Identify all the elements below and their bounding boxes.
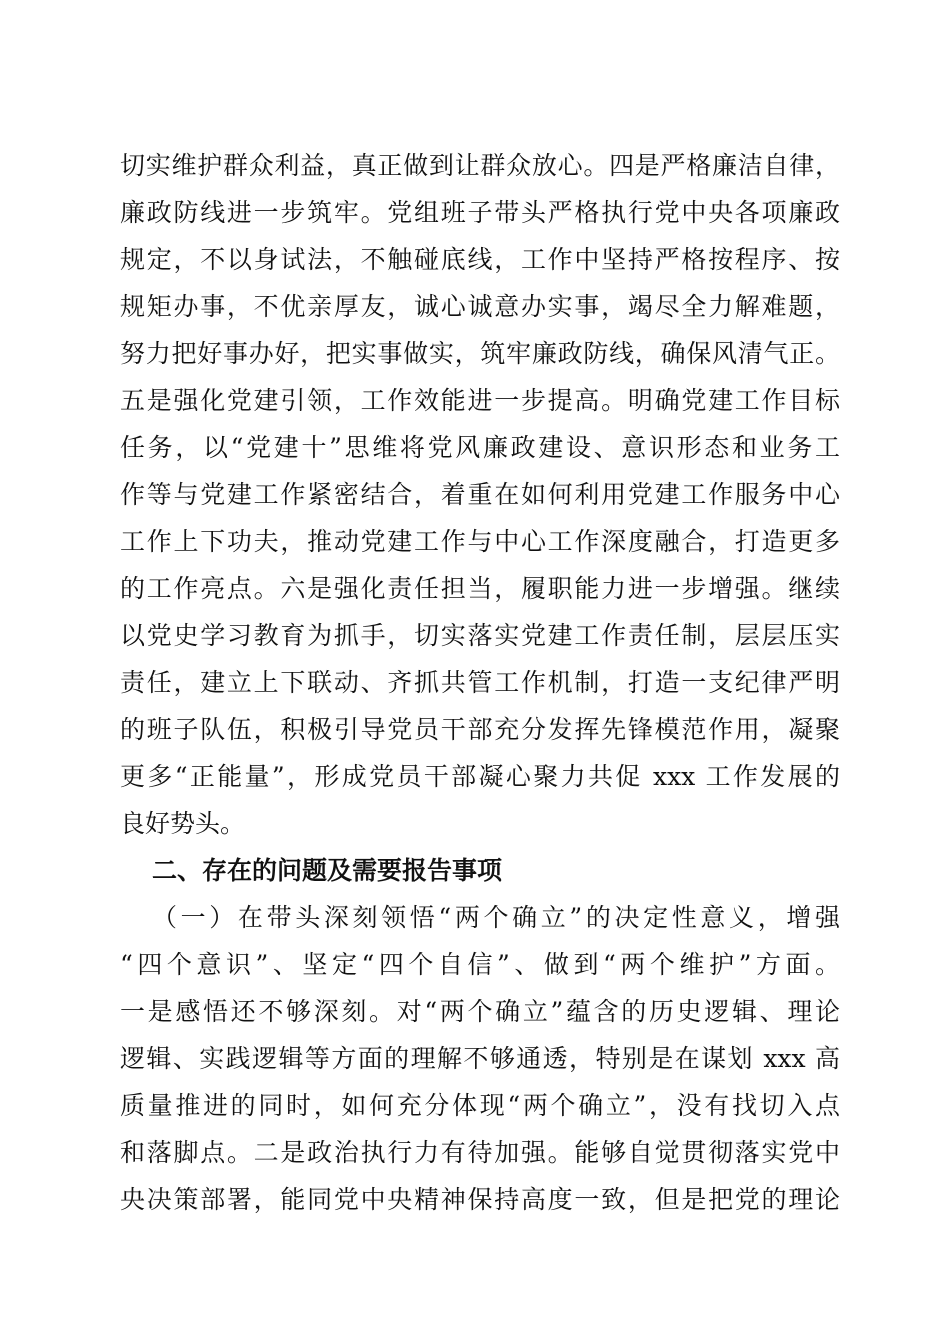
body-line: 一是感悟还不够深刻。对“两个确立”蕴含的历史逻辑、理论 — [120, 997, 840, 1026]
body-line: 责任，建立上下联动、齐抓共管工作机制，打造一支纪律严明 — [120, 668, 840, 697]
body-line: 的班子队伍，积极引导党员干部充分发挥先锋模范作用，凝聚 — [120, 715, 840, 744]
body-line: 良好势头。 — [120, 809, 246, 838]
body-line: 工作上下功夫，推动党建工作与中心工作深度融合，打造更多 — [120, 527, 840, 556]
body-line: 努力把好事办好，把实事做实，筑牢廉政防线，确保风清气正。 — [120, 339, 840, 368]
body-line: 央决策部署，能同党中央精神保持高度一致，但是把党的理论 — [120, 1185, 840, 1214]
body-line: 规定，不以身试法，不触碰底线，工作中坚持严格按程序、按 — [120, 245, 840, 274]
subsection-heading-line: （一）在带头深刻领悟“两个确立”的决定性意义，增强 — [152, 903, 840, 932]
body-line: 切实维护群众利益，真正做到让群众放心。四是严格廉洁自律， — [120, 151, 840, 180]
body-line: 廉政防线进一步筑牢。党组班子带头严格执行党中央各项廉政 — [120, 198, 840, 227]
body-line: 以党史学习教育为抓手，切实落实党建工作责任制，层层压实 — [120, 621, 840, 650]
body-line: 逻辑、实践逻辑等方面的理解不够通透，特别是在谋划 xxx 高 — [120, 1044, 840, 1073]
body-line: 作等与党建工作紧密结合，着重在如何利用党建工作服务中心 — [120, 480, 840, 509]
body-line: “四个意识”、坚定“四个自信”、做到“两个维护”方面。 — [120, 950, 840, 979]
section-heading: 二、存在的问题及需要报告事项 — [152, 856, 503, 885]
body-line: 更多“正能量”，形成党员干部凝心聚力共促 xxx 工作发展的 — [120, 762, 840, 791]
body-line: 规矩办事，不优亲厚友，诚心诚意办实事，竭尽全力解难题， — [120, 292, 840, 321]
body-line: 任务，以“党建十”思维将党风廉政建设、意识形态和业务工 — [120, 433, 840, 462]
body-line: 质量推进的同时，如何充分体现“两个确立”，没有找切入点 — [120, 1091, 840, 1120]
body-line: 和落脚点。二是政治执行力有待加强。能够自觉贯彻落实党中 — [120, 1138, 840, 1167]
body-line: 五是强化党建引领，工作效能进一步提高。明确党建工作目标 — [120, 386, 840, 415]
body-line: 的工作亮点。六是强化责任担当，履职能力进一步增强。继续 — [120, 574, 840, 603]
